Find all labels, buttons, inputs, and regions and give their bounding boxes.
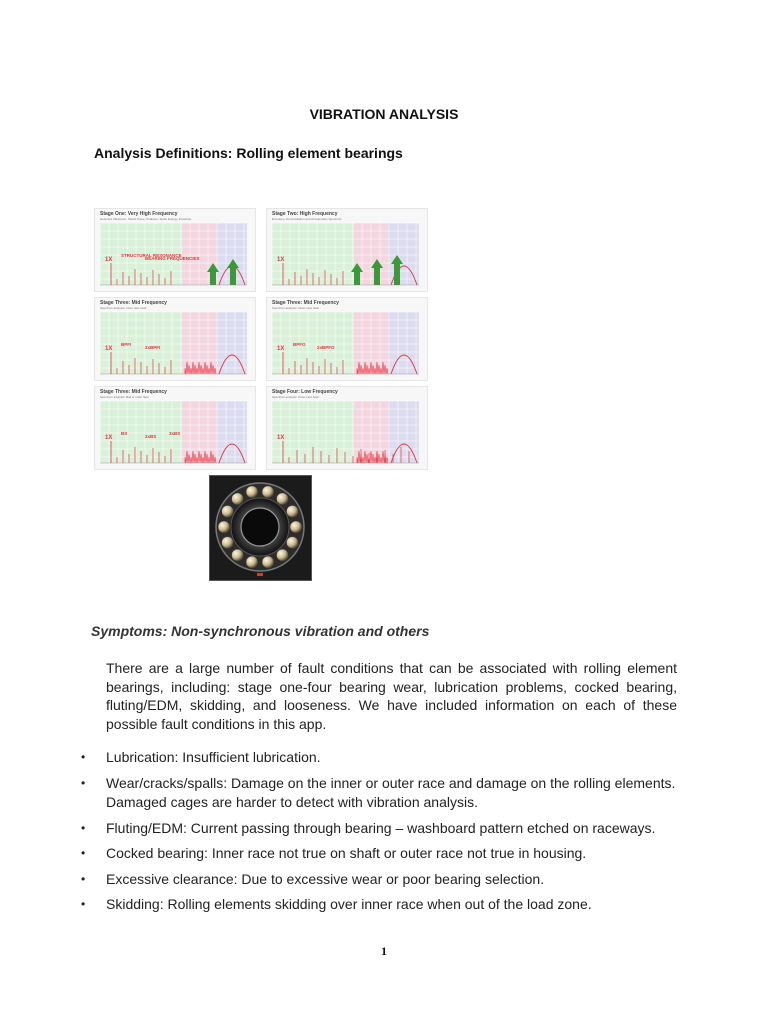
panel-title: Stage Three: Mid Frequency — [100, 389, 167, 395]
panel-title: Stage Two: High Frequency — [272, 211, 338, 217]
list-item-text: Cocked bearing: Inner race not true on shaft or outer race not true in housing. — [106, 845, 587, 861]
list-item-text: Skidding: Rolling elements skidding over inner race when out of the load zone. — [106, 896, 592, 912]
peak-label: BPFO — [293, 342, 306, 347]
bullet-icon: • — [81, 897, 86, 911]
peak-label: BS — [121, 431, 128, 436]
marker-label: 1X — [105, 346, 113, 352]
page-title: VIBRATION ANALYSIS — [309, 106, 459, 122]
panel-title: Stage Three: Mid Frequency — [272, 300, 339, 306]
ball-icon — [262, 556, 274, 568]
stage-panel-4 — [266, 297, 428, 381]
stage-panel-3 — [94, 297, 256, 381]
spectrum-graphic — [267, 298, 428, 381]
bullet-icon: • — [81, 776, 86, 790]
bullet-icon: • — [81, 750, 86, 764]
marker-label: 1X — [277, 346, 285, 352]
ball-icon — [222, 537, 234, 549]
panel-title: Stage One: Very High Frequency — [100, 211, 178, 217]
panel-subtitle: Envelope, Demodulation and Acceleration Spectrum — [272, 217, 342, 221]
spectrum-graphic — [95, 387, 256, 470]
panel-title: Stage Three: Mid Frequency — [100, 300, 167, 306]
panel-title: Stage Four: Low Frequency — [272, 389, 338, 395]
ball-icon — [290, 521, 302, 533]
intro-paragraph: There are a large number of fault conditions that can be associated with rolling element bearings, including: stage one-four bearing wear, lubrication problems, cocked bearing, fluting/EDM, skidding, and looseness. We have included information on each of these possible fault conditions in this app. — [106, 660, 677, 732]
stage-panel-2 — [266, 208, 428, 292]
ball-icon — [246, 556, 258, 568]
ball-icon — [218, 521, 230, 533]
marker-label: 1X — [277, 435, 285, 441]
bearing-stage-figure — [94, 208, 428, 470]
marker-label: 1X — [105, 257, 113, 263]
stage-panel-6 — [266, 386, 428, 470]
spectrum-graphic — [267, 209, 428, 292]
peak-label: BPFI — [121, 342, 132, 347]
ball-icon — [222, 505, 234, 517]
ball-icon — [276, 493, 288, 505]
panel-subtitle: Spectrum analysis: Inner race fault — [100, 306, 147, 310]
marker-label: 1X — [105, 435, 113, 441]
symptoms-heading: Symptoms: Non-synchronous vibration and others — [91, 623, 430, 639]
stage-panel-5 — [94, 386, 256, 470]
peak-label: BEARING FREQUENCIES — [145, 256, 200, 261]
list-item-text: Wear/cracks/spalls: Damage on the inner or outer race and damage on the rolling elements. Damaged cages are harder to detect with vibration analysis. — [106, 775, 676, 810]
section-heading: Analysis Definitions: Rolling element bearings — [94, 145, 403, 161]
list-item-text: Excessive clearance: Due to excessive wear or poor bearing selection. — [106, 871, 545, 887]
ball-icon — [276, 549, 288, 561]
peak-label: STRUCTURAL RESONANCE — [121, 253, 182, 258]
peak-label: 3xBS — [169, 431, 181, 436]
page-number: 1 — [381, 944, 387, 958]
ball-icon — [286, 537, 298, 549]
spectrum-graphic — [267, 387, 428, 470]
bearing-photo — [209, 475, 312, 581]
marker-label: 1X — [277, 257, 285, 263]
ball-icon — [246, 486, 258, 498]
panel-subtitle: Spectrum analysis: Ball or roller fault — [100, 395, 149, 399]
list-item-text: Lubrication: Insufficient lubrication. — [106, 749, 321, 765]
stage-panel-1 — [94, 208, 256, 292]
ball-icon — [262, 486, 274, 498]
peak-label: 2xBPFO — [317, 345, 335, 350]
panel-subtitle: Spectrum analysis: Outer race fault — [272, 306, 319, 310]
spectrum-graphic — [95, 298, 256, 381]
ball-icon — [286, 505, 298, 517]
panel-subtitle: Spectrum analysis: Outer race fault — [272, 395, 319, 399]
peak-label: 2xBPFI — [145, 345, 161, 350]
spectrum-graphic — [95, 209, 256, 292]
list-item-text: Fluting/EDM: Current passing through bearing – washboard pattern etched on raceways. — [106, 820, 656, 836]
bullet-icon: • — [81, 846, 86, 860]
bullet-icon: • — [81, 821, 86, 835]
bullet-icon: • — [81, 872, 86, 886]
ball-icon — [232, 493, 244, 505]
ball-icon — [232, 549, 244, 561]
panel-subtitle: Detected Ultrasonic, Shock Pulse, Peakvue, Spike Energy, Envelope — [100, 217, 192, 221]
peak-label: 2xBS — [145, 434, 157, 439]
